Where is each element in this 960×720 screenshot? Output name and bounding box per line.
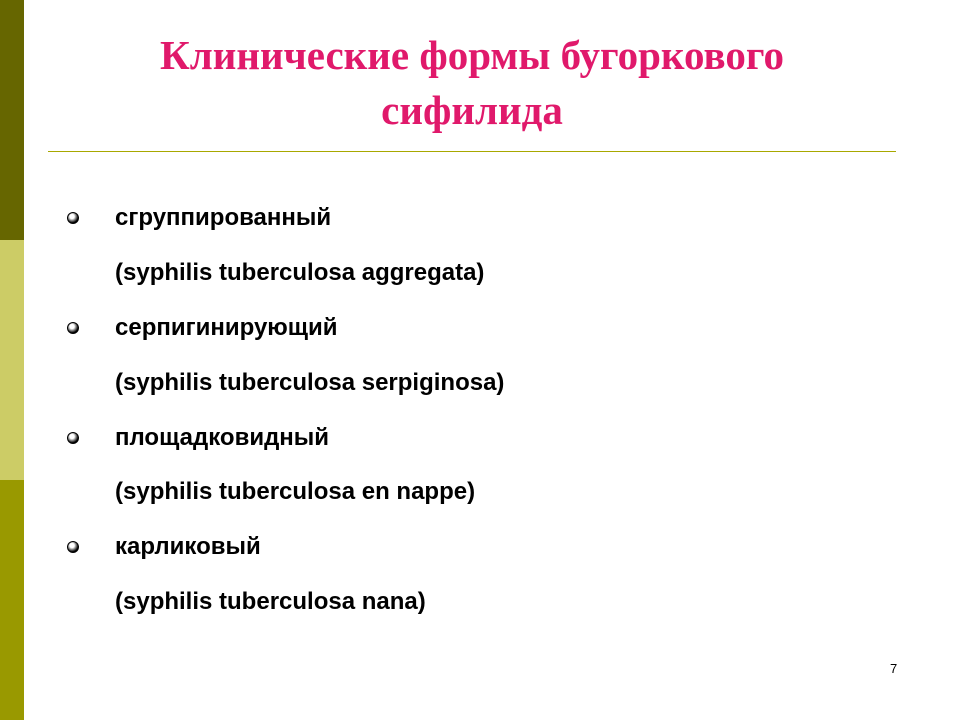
- list-item-name: карликовый: [115, 533, 261, 560]
- list-item-latin: (syphilis tuberculosa nana): [115, 588, 426, 615]
- bullet-icon: [67, 322, 79, 334]
- slide-title-line-2: сифилида: [381, 87, 563, 133]
- list-item-name: сгруппированный: [115, 204, 332, 231]
- list-item-name: площадковидный: [115, 424, 330, 451]
- list-item-latin: (syphilis tuberculosa en nappe): [115, 478, 476, 505]
- list-item-name: серпигинирующий: [115, 314, 338, 341]
- list-item-latin: (syphilis tuberculosa aggregata): [115, 259, 485, 286]
- slide-title-line-1: Клинические формы бугоркового: [160, 32, 784, 78]
- list-item-latin: (syphilis tuberculosa serpiginosa): [115, 369, 505, 396]
- page-number: 7: [890, 661, 898, 676]
- bullet-icon: [67, 541, 79, 553]
- bullet-icon: [67, 432, 79, 444]
- bullet-icon: [67, 212, 79, 224]
